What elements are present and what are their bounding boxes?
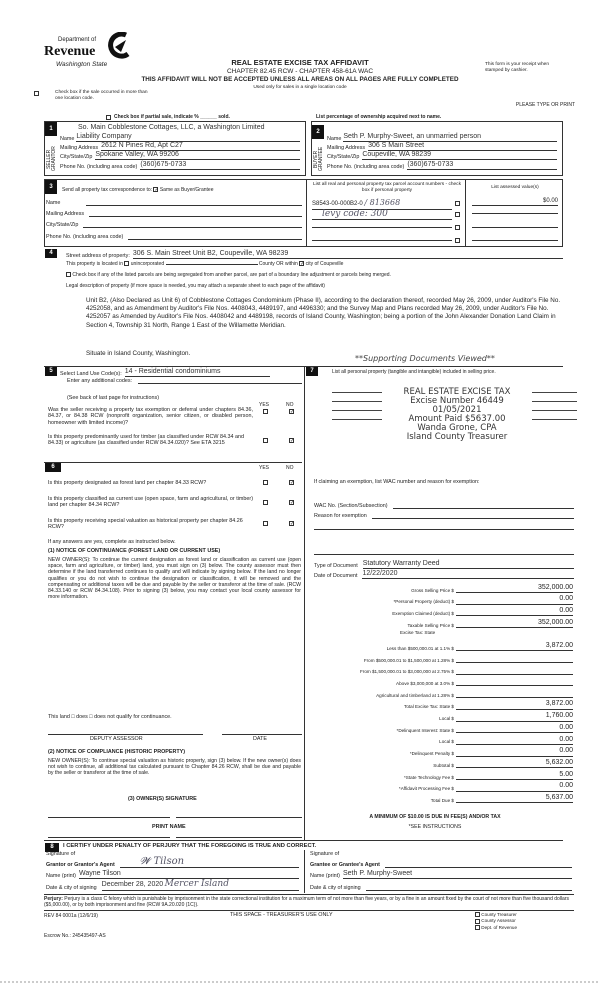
- tax-line-value[interactable]: [456, 697, 573, 698]
- tax-line-label: Subtotal $: [433, 762, 454, 768]
- levy-code-handwritten: levy code: 300: [312, 209, 452, 220]
- stamp-date: 01/05/2021: [432, 404, 482, 415]
- seller-name-field[interactable]: Liability Company: [76, 133, 300, 142]
- legal-description: Unit B2, (Also Declared as Unit 6) of Cobblestone Cottages Condominium (Phase II), according to the declaration thereof, recorded May 26, 2009, under Auditor's File No. 4252058, and as Amendment by Auditor's File Nos. 4408043, 4489197, and 4496330; and the Survey Map and Plans recorded May 26, 2009, under Auditor's File No. 4252057 as Amended by Auditor's File Nos. 4408042 and 4489198, records of Island County, Washington; being a portion of the John Alexander Donation Land Claim in Section 4, Township 31 North, Range 1 East of the Willamette Meridian.: [86, 297, 561, 329]
- used-only-note: Used only for sales in a single location code: [253, 85, 347, 90]
- tax-line: [310, 653, 573, 663]
- seller-mail-field[interactable]: 2612 N Pines Rd, Apt C27: [101, 142, 300, 151]
- tax-line-label: Local $: [439, 739, 454, 745]
- yes-header: YES: [259, 402, 270, 408]
- parcel-field-4[interactable]: [312, 235, 452, 241]
- tax-line-value[interactable]: 3,872.00: [456, 642, 573, 651]
- tax-line: [310, 793, 573, 803]
- q2-no-checkbox[interactable]: ✓: [290, 438, 295, 444]
- grantee-date-label: Date & city of signing: [310, 885, 361, 891]
- land-use-field[interactable]: 14 - Residential condominiums: [125, 368, 270, 377]
- grantor-name-label: Name (print): [46, 873, 76, 879]
- grantor-sig-label: Signature of: [46, 851, 76, 857]
- partial-sale-checkbox[interactable]: [106, 115, 111, 120]
- additional-codes-label: Enter any additional codes:: [67, 378, 133, 384]
- ownership-note: List percentage of ownership acquired next to name.: [316, 114, 442, 120]
- grantee-name-field[interactable]: Seth P. Murphy-Sweet: [343, 870, 572, 879]
- excise-tax-state-label: Excise Tax: State: [400, 630, 436, 635]
- yes-header: YES: [259, 465, 270, 471]
- logo-state: Washington State: [56, 61, 108, 68]
- q1-yes-checkbox[interactable]: [263, 409, 268, 414]
- tax-line-label: Less than $500,000.01 at 1.1% $: [386, 645, 454, 651]
- tax-line-label: From $500,000.01 to $1,500,000 at 1.28% $: [363, 657, 454, 663]
- grantor-date-field[interactable]: December 28, 2020 Mercer Island: [102, 879, 299, 891]
- tax-line-value[interactable]: 5,637.00: [456, 794, 573, 803]
- grantor-name-field[interactable]: Wayne Tilson: [79, 870, 299, 879]
- current-use-question: Is this property classified as current use (open space, farm and agricultural, or timber) land per chapter 84.34 RCW?: [48, 496, 253, 509]
- wac-field[interactable]: [393, 504, 575, 509]
- receipt-note: This form is your receipt when stamped by cashier.: [485, 62, 549, 73]
- tax-line-label: *Delinquent Penalty $: [409, 751, 454, 757]
- stamp-county: Island County Treasurer: [406, 431, 508, 442]
- see-back-note: (See back of last page for instructions): [67, 395, 159, 401]
- scan-edge: [0, 981, 600, 983]
- compliance-title: (2) NOTICE OF COMPLIANCE (HISTORIC PROPERTY): [48, 749, 186, 755]
- tax-line-value[interactable]: 352,000.00: [456, 584, 573, 593]
- warning: THIS AFFIDAVIT WILL NOT BE ACCEPTED UNLESS ALL AREAS ON ALL PAGES ARE FULLY COMPLETED: [141, 76, 459, 83]
- doc-type-field[interactable]: Statutory Warranty Deed: [363, 560, 574, 569]
- county-field[interactable]: [166, 260, 258, 265]
- tax-line: [310, 583, 573, 593]
- buyer-name-label: Name: [327, 135, 342, 142]
- tax-line-label: Gross Selling Price $: [411, 587, 454, 593]
- logo-emblem-icon: [106, 32, 132, 60]
- forest-question: Is this property designated as forest land per chapter 84.33 RCW?: [48, 480, 207, 486]
- buyer-city-field[interactable]: Coupeville, WA 98239: [362, 151, 557, 160]
- date-label: DATE: [253, 736, 267, 742]
- tax-line-value[interactable]: [456, 685, 573, 686]
- grantee-name-label: Name (print): [310, 873, 340, 879]
- tax-line-value[interactable]: 5,632.00: [456, 759, 573, 768]
- seller-side-label: SELLER GRANTOR: [46, 146, 57, 172]
- corr-city-field[interactable]: [83, 222, 302, 228]
- assessed-value-header: List assessed value(s): [491, 185, 539, 190]
- corr-mail-label: Mailing Address: [46, 211, 85, 217]
- corr-city-label: City/State/Zip: [46, 222, 79, 228]
- timber-question: Is this property predominantly used for timber (as classified under RCW 84.34 and 84.33) or agriculture (as classified under RCW 84.34.020)? See ETA 3215: [48, 434, 244, 447]
- tax-line: [310, 700, 573, 710]
- located-label: This property is located in: [66, 261, 123, 267]
- tax-line-label: Local $: [439, 716, 454, 721]
- treasurer-stamp: [332, 388, 577, 442]
- tax-line-value[interactable]: [456, 674, 573, 675]
- section-number: 7: [306, 367, 318, 376]
- street-address-field[interactable]: 306 S. Main Street Unit B2, Coupeville, WA 98239: [133, 250, 563, 259]
- seller-phone-field[interactable]: (360)675-0733: [140, 161, 300, 170]
- current-use-yes-checkbox[interactable]: [263, 500, 268, 505]
- seller-name-label: Name: [60, 135, 75, 142]
- buyer-phone-field[interactable]: (360)675-0733: [407, 161, 557, 170]
- tax-line-value[interactable]: 1,760.00: [456, 712, 573, 721]
- same-as-buyer-label: Same as Buyer/Grantee: [159, 187, 214, 193]
- seller-mail-label: Mailing Address: [60, 144, 99, 151]
- logo-name: Revenue: [44, 44, 96, 59]
- buyer-phone-label: Phone No. (including area code): [327, 163, 405, 170]
- form-revision: REV 84 0001a (12/6/19): [44, 913, 98, 919]
- tax-line-label: *Personal Property (deduct) $: [393, 599, 454, 605]
- q1-no-checkbox[interactable]: ✓: [290, 409, 295, 415]
- parcel-field[interactable]: S8543-00-000B2-0 / 813668: [312, 198, 452, 210]
- copy-county-treasurer: County Treasurer: [475, 912, 517, 918]
- tax-line: [310, 735, 573, 745]
- q2-yes-checkbox[interactable]: [263, 438, 268, 443]
- tax-line: [310, 782, 573, 792]
- corr-name-label: Name: [46, 200, 61, 206]
- tax-line-label: Agricultural and timberland at 1.28% $: [376, 692, 454, 698]
- tax-line-value[interactable]: 3,872.00: [456, 700, 573, 709]
- doc-type-label: Type of Document: [314, 562, 358, 569]
- segregated-checkbox[interactable]: [66, 272, 71, 277]
- buyer-mail-label: Mailing Address: [327, 144, 366, 151]
- seller-city-field[interactable]: Spokane Valley, WA 99206: [95, 151, 300, 160]
- grantee-agent-label: Grantee or Grantee's Agent: [310, 862, 380, 868]
- escrow-number: Escrow No.: 245435497-AS: [44, 933, 106, 939]
- tax-line-value[interactable]: 5.00: [456, 771, 573, 780]
- reason-field[interactable]: [372, 514, 574, 519]
- no-header: NO: [286, 402, 294, 408]
- section-number: 8: [45, 843, 59, 852]
- tax-line-value[interactable]: 0.00: [456, 782, 573, 791]
- tax-line-label: Total Excise Tax: State $: [404, 704, 454, 710]
- deputy-assessor-label: DEPUTY ASSESSOR: [90, 736, 143, 742]
- parcel-field-3[interactable]: [312, 222, 452, 228]
- historic-question: Is this property receiving special valuation as historical property per chapter 84.26 RCW?: [48, 518, 243, 531]
- buyer-side-label: BUYER GRANTEE: [313, 146, 324, 172]
- personal-property-checkbox[interactable]: [455, 201, 460, 206]
- buyer-city-label: City/State/Zip: [327, 153, 360, 160]
- tax-line-label: From $1,500,000.01 to $3,000,000 at 2.75% $: [360, 669, 454, 675]
- tax-line: [310, 676, 573, 686]
- multi-location-checkbox[interactable]: [34, 91, 39, 96]
- stamp-line: REAL ESTATE EXCISE TAX: [403, 387, 511, 397]
- stamp-treasurer: Wanda Grone, CPA: [417, 422, 497, 433]
- compliance-text: NEW OWNER(S): To continue special valuation as historic property, sign (3) below. If the new owner(s) does not wish to continue, all additional tax calculated pursuant to Chapter 84.26 RCW, shall be due and payable by the seller or transferor at the time of sale.: [48, 758, 301, 777]
- section-number: 2: [312, 125, 324, 139]
- assessed-value-field[interactable]: $0.00: [472, 198, 558, 206]
- tax-line: [310, 688, 573, 698]
- tax-line: [310, 758, 573, 768]
- land-use-label: Select Land Use Code(s):: [60, 370, 122, 377]
- tax-line: [310, 747, 573, 757]
- tax-line-value[interactable]: 0.00: [456, 747, 573, 756]
- parcel-header: List all real and personal property tax parcel account numbers - check box if personal property: [313, 182, 461, 193]
- tax-line: [310, 618, 573, 628]
- legal-description-label: Legal description of property (if more space is needed, you may attach a separate sheet to each page of the affidavit): [66, 283, 325, 289]
- tax-line-value[interactable]: [456, 662, 573, 663]
- grantee-signature[interactable]: [385, 863, 572, 868]
- supporting-docs-stamp: **Supporting Documents Viewed**: [355, 354, 495, 363]
- segregated-label: Check box if any of the listed parcels are being segregated from another parcel, are part of a boundary line adjustment or parcels being merged.: [72, 272, 391, 278]
- doc-date-label: Date of Document: [314, 572, 358, 579]
- tax-line: [310, 712, 573, 722]
- current-use-no-checkbox[interactable]: ✓: [290, 500, 295, 506]
- tax-line-label: Taxable Selling Price $: [407, 622, 454, 628]
- personal-property-checkbox[interactable]: [455, 225, 460, 230]
- partial-sale-label: Check box if partial sale, indicate % ______ sold.: [114, 114, 230, 120]
- seller-name-line1: So. Main Cobblestone Cottages, LLC, a Washington Limited: [78, 124, 265, 131]
- certify-statement: I CERTIFY UNDER PENALTY OF PERJURY THAT THE FOREGOING IS TRUE AND CORRECT.: [63, 843, 317, 849]
- reason-label: Reason for exemption: [314, 513, 367, 519]
- exemption-question: Was the seller receiving a property tax exemption or deferral under chapters 84.36, 84.37, or 84.38 RCW (nonprofit organization, senior citizen, or disabled person, homeowner with limited income)?: [48, 407, 253, 426]
- continuance-title: (1) NOTICE OF CONTINUANCE (FOREST LAND OR CURRENT USE): [48, 548, 221, 554]
- corr-phone-label: Phone No. (including area code): [46, 234, 124, 240]
- doc-date-field[interactable]: 12/22/2020: [362, 570, 574, 579]
- tax-line-label: Exemption Claimed (deduct) $: [392, 610, 454, 616]
- section-number: 1: [45, 122, 57, 136]
- forest-yes-checkbox[interactable]: [263, 480, 268, 485]
- no-header: NO: [286, 465, 294, 471]
- situate-text: Situate in Island County, Washington.: [86, 350, 191, 357]
- section-number: 6: [45, 463, 61, 472]
- personal-property-checkbox[interactable]: [455, 238, 460, 243]
- print-name-label: PRINT NAME: [152, 824, 186, 830]
- form-title: REAL ESTATE EXCISE TAX AFFIDAVIT: [231, 58, 369, 67]
- corr-mail-field[interactable]: [89, 211, 302, 217]
- unincorporated-checkbox[interactable]: [124, 261, 129, 266]
- logo-dept: Department of: [58, 37, 97, 43]
- copy-dept-revenue: Dept. of Revenue: [475, 925, 517, 931]
- copy-county-assessor: County Assessor: [475, 918, 517, 924]
- same-as-buyer-checkbox[interactable]: ✓: [154, 187, 159, 194]
- tax-line-label: Total Due $: [430, 797, 454, 803]
- treasurer-use-label: THIS SPACE - TREASURER'S USE ONLY: [230, 912, 333, 918]
- tax-line: [310, 665, 573, 675]
- stamp-amount: Amount Paid $5637.00: [408, 413, 506, 424]
- tax-line-label: Above $3,000,000 at 3.0% $: [396, 680, 454, 686]
- tax-line: [310, 723, 573, 733]
- tax-line-label: *State Technology Fee $: [404, 774, 454, 780]
- city-label: city of Coupeville: [305, 261, 344, 267]
- tax-line-value[interactable]: 352,000.00: [456, 619, 573, 628]
- see-instructions: *SEE INSTRUCTIONS: [408, 824, 462, 830]
- corr-name-field[interactable]: [86, 200, 302, 206]
- perjury-text: Perjury is a class C felony which is punishable by imprisonment in the state correctional institution for a maximum term of not more than five years, or by a fine in an amount fixed by the court of not more than five thousand dollars ($5,000.00), or by both imprisonment and fine (RCW 9A.20.020 (1C)).: [44, 896, 569, 908]
- tax-line: [310, 641, 573, 651]
- grantee-date-field[interactable]: [366, 886, 572, 891]
- historic-yes-checkbox[interactable]: [263, 521, 268, 526]
- tax-line-value[interactable]: 0.00: [456, 595, 573, 604]
- qualify-line: This land □ does □ does not qualify for continuance.: [48, 714, 172, 720]
- owner-signature-label: (3) OWNER(S) SIGNATURE: [128, 796, 197, 802]
- corr-phone-field[interactable]: [128, 234, 302, 240]
- section-number: 4: [45, 249, 57, 258]
- grantor-signature[interactable]: 𝓦 Tilson: [120, 857, 299, 868]
- tax-line: [310, 770, 573, 780]
- tax-line-label: *Affidavit Processing Fee $: [398, 786, 454, 792]
- minimum-due-note: A MINIMUM OF $10.00 IS DUE IN FEE(S) AND/OR TAX: [369, 814, 501, 820]
- continuance-text: NEW OWNER(S): To continue the current designation as forest land or classification as current use (open space, farm and agriculture, or timber) land, you must sign on (3) below. The county assessor must then determine if the land transferred continues to qualify and will indicate by signing below. If the land no longer qualifies or you do not wish to continue the designation or classification, it will be removed and the compensating or additional taxes will be due and payable by the seller or transferor at the time of sale. (RCW 84.33.140 or RCW 84.34.108). Prior to signing (3) below, you may contact your local county assessor for more information.: [48, 557, 301, 601]
- tax-line: [310, 606, 573, 616]
- section-number: 3: [45, 180, 57, 194]
- forest-no-checkbox[interactable]: ✓: [290, 480, 295, 486]
- tax-line-value[interactable]: 0.00: [456, 607, 573, 616]
- grantee-sig-label: Signature of: [310, 851, 340, 857]
- type-print-note: PLEASE TYPE OR PRINT: [515, 102, 575, 108]
- personal-property-label: List all personal property (tangible and intangible) included in selling price.: [332, 369, 496, 375]
- seller-city-label: City/State/Zip: [60, 153, 93, 160]
- wac-label: WAC No. (Section/Subsection): [314, 503, 388, 509]
- seller-phone-label: Phone No. (including area code): [60, 163, 138, 170]
- street-address-label: Street address of property:: [66, 252, 130, 259]
- multi-location-label: Check box if the sale occurred in more than one location code.: [55, 90, 148, 101]
- form-chapter: CHAPTER 82.45 RCW - CHAPTER 458-61A WAC: [226, 68, 374, 75]
- tax-line-value[interactable]: 0.00: [456, 736, 573, 745]
- additional-codes-field[interactable]: [138, 379, 302, 384]
- send-correspondence-label: Send all property tax correspondence to:: [62, 187, 153, 193]
- section-number: 5: [45, 367, 57, 376]
- city-checkbox[interactable]: ✓: [300, 261, 305, 268]
- buyer-name-field[interactable]: Seth P. Murphy-Sweet, an unmarried person: [343, 133, 557, 142]
- personal-property-checkbox[interactable]: [455, 212, 460, 217]
- grantor-agent-label: Grantor or Grantor's Agent: [46, 862, 115, 868]
- tax-line: [310, 595, 573, 605]
- if-yes-note: If any answers are yes, complete as instructed below.: [48, 539, 176, 545]
- stamp-excise-number: Excise Number 46449: [410, 395, 504, 406]
- tax-line-value[interactable]: 0.00: [456, 724, 573, 733]
- tax-line-label: *Delinquent Interest: State $: [396, 727, 454, 733]
- historic-no-checkbox[interactable]: ✓: [290, 521, 295, 527]
- grantor-date-label: Date & city of signing: [46, 885, 97, 891]
- perjury-label: Perjury:: [44, 896, 63, 902]
- unincorporated-label: unincorporated: [130, 261, 165, 267]
- buyer-mail-field[interactable]: 306 S Main Street: [368, 142, 557, 151]
- county-or-label: County OR within: [258, 261, 298, 267]
- exemption-label: If claiming an exemption, list WAC number and reason for exemption:: [314, 479, 480, 485]
